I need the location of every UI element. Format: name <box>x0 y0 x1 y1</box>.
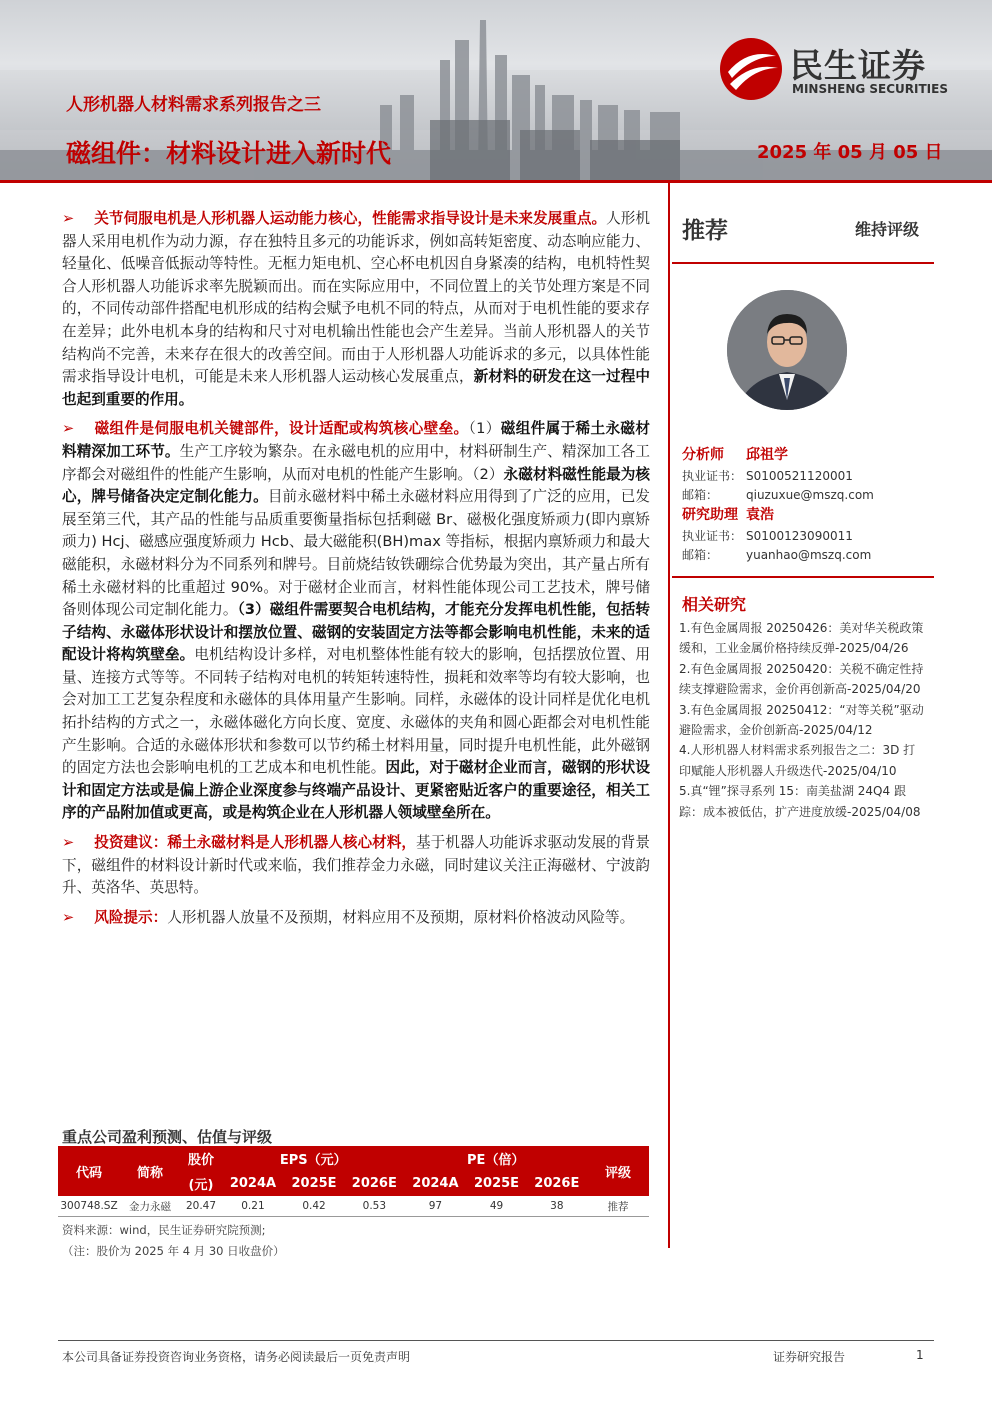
analyst-2-email <box>682 546 871 563</box>
point-bold: 稀土永磁材料是人形机器人核心材料， <box>167 834 417 852</box>
header-rule <box>0 180 992 183</box>
analyst-2-cert <box>682 527 853 544</box>
column-divider <box>668 183 670 1248</box>
summary-point-4 <box>62 907 650 930</box>
cell-price: 20.47 <box>180 1196 222 1217</box>
cell-rating: 推荐 <box>587 1196 649 1217</box>
related-research-list <box>679 618 927 822</box>
analyst-role: 研究助理 <box>682 507 738 523</box>
email-label: 邮箱： <box>682 548 719 562</box>
analyst-name: 袁浩 <box>746 507 774 523</box>
logo-en: MINSHENG SECURITIES <box>792 82 948 96</box>
related-item[interactable]: 1.有色金属周报 20250426：美对华关税政策缓和，工业金属价格持续反弹-2025/04/26 <box>679 621 924 656</box>
arrow-bullet-icon: ➢ <box>62 834 75 852</box>
point-bold: （3）磁组件需要契合电机结构，才能充分发挥电机性能，包括转子结构、永磁体形状设计和摆放位置、磁钢的安装固定方法等都会影响电机性能，未来的适配设计将构筑壁垒。 <box>62 601 650 664</box>
analyst-role: 分析师 <box>682 447 724 463</box>
analyst-1-email <box>682 486 874 503</box>
cell-pe-2025: 49 <box>466 1196 526 1217</box>
company-logo <box>718 34 978 104</box>
email-label: 邮箱： <box>682 488 719 502</box>
col-eps-2026: 2026E <box>344 1171 404 1196</box>
minsheng-logo-icon <box>718 34 788 104</box>
related-item[interactable]: 3.有色金属周报 20250412：“对等关税”驱动避险需求，金价创新高-2025/04/12 <box>679 702 924 738</box>
cell-eps-2024: 0.21 <box>222 1196 284 1217</box>
cert-number: S0100521120001 <box>746 469 853 483</box>
rating-rule <box>672 262 934 264</box>
related-item[interactable]: 4.人形机器人材料需求系列报告之二：3D 打印赋能人形机器人升级迭代-2025/04/10 <box>679 743 916 778</box>
report-series: 人形机器人材料需求系列报告之三 <box>66 95 321 115</box>
related-item[interactable]: 5.真“锂”探寻系列 15：南美盐湖 24Q4 跟踪：成本被低估，扩产进度放缓-2025/04/08 <box>679 784 921 819</box>
cell-pe-2026: 38 <box>527 1196 587 1217</box>
col-eps-2025: 2025E <box>284 1171 344 1196</box>
col-code: 代码 <box>58 1146 120 1196</box>
analyst-1-header <box>682 444 788 464</box>
col-name: 简称 <box>120 1146 180 1196</box>
footer-report-type: 证券研究报告 <box>773 1350 846 1364</box>
point-text: （1） <box>468 420 501 438</box>
report-date: 2025 年 05 月 05 日 <box>757 142 943 163</box>
related-rule <box>672 576 934 578</box>
summary-point-3 <box>62 832 650 900</box>
email-link[interactable]: yuanhao@mszq.com <box>746 548 872 562</box>
point-bold: 磁组件属于稀土永磁材料精深加工环节。 <box>62 420 650 460</box>
rating-value: 维持评级 <box>855 220 920 239</box>
cell-code: 300748.SZ <box>58 1196 120 1217</box>
table-title: 重点公司盈利预测、估值与评级 <box>62 1128 273 1146</box>
cell-pe-2024: 97 <box>404 1196 466 1217</box>
col-pe: PE（倍） <box>404 1146 587 1171</box>
point-heading: 风险提示： <box>94 908 168 926</box>
arrow-bullet-icon: ➢ <box>62 420 75 438</box>
analyst-portrait-image <box>727 290 847 410</box>
col-rating: 评级 <box>587 1146 649 1196</box>
earnings-table <box>58 1146 649 1217</box>
col-price: 股价 <box>180 1146 222 1171</box>
footer-disclaimer[interactable]: 本公司具备证券投资咨询业务资格，请务必阅读最后一页免责声明 <box>62 1350 411 1364</box>
cert-number: S0100123090011 <box>746 529 853 543</box>
analyst-2-header <box>682 504 774 524</box>
col-pe-2026: 2026E <box>527 1171 587 1196</box>
point-text: 基于机器人功能诉求驱动发展的背景下，磁组件的材料设计新时代或来临，我们推荐金力永磁，同时建议关注正海磁材、宁波韵升、英洛华、英思特。 <box>62 834 650 897</box>
cert-label: 执业证书： <box>682 469 743 483</box>
report-title: 磁组件：材料设计进入新时代 <box>66 139 392 168</box>
cert-label: 执业证书： <box>682 529 743 543</box>
page-number: 1 <box>916 1348 924 1362</box>
email-link[interactable]: qiuzuxue@mszq.com <box>746 488 874 502</box>
col-pe-2025: 2025E <box>466 1171 526 1196</box>
point-text: 人形机器人采用电机作为动力源，存在独特且多元的功能诉求，例如高转矩密度、动态响应能力、轻量化、低噪音低振动等特性。无框力矩电机、空心杯电机因自身紧凑的结构，电机特性契合人形机器人功能诉求率先脱颖而出。而在实际应用中，不同位置上的关节处理方案是不同的，不同传动部件搭配电机形成的结构会赋予电机不同的特点，从而对于电机性能的要求存在差异；此外电机本身的结构和尺寸对电机输出性能也会产生差异。当前人形机器人的关节结构尚不完善，未来存在很大的改善空间。而由于人形机器人功能诉求的多元，以具体性能需求指导设计电机，可能是未来人形机器人运动核心发展重点， <box>62 210 650 386</box>
col-eps: EPS（元） <box>222 1146 404 1171</box>
table-source: 资料来源：wind，民生证券研究院预测; <box>62 1223 266 1237</box>
analyst-photo <box>727 290 847 410</box>
arrow-bullet-icon: ➢ <box>62 908 75 926</box>
col-eps-2024: 2024A <box>222 1171 284 1196</box>
related-item[interactable]: 2.有色金属周报 20250420：关税不确定性持续支撑避险需求，金价再创新高-2025/04/20 <box>679 661 924 697</box>
rating-label: 推荐 <box>682 218 728 244</box>
point-heading: 关节伺服电机是人形机器人运动能力核心，性能需求指导设计是未来发展重点。 <box>94 210 607 227</box>
point-text: 电机结构设计多样，对电机整体性能有较大的影响，包括摆放位置、用量、连接方式等等。不同转子结构对电机的转矩转速特性，损耗和效率等均有较大影响，也会对加工工艺复杂程度和永磁体的具体用量产生影响。同样，永磁体的设计同样是优化电机拓扑结构的方式之一，永磁体磁化方向长度、宽度、永磁体的夹角和圆心距都会对电机性能产生影响。合适的永磁体形状和参数可以节约稀土材料用量，同时提升电机性能，此外磁钢的固定方法也会影响电机的工艺成本和电机性能。 <box>62 646 650 777</box>
point-heading: 投资建议： <box>94 834 168 852</box>
logo-cn: 民生证券 <box>790 46 926 85</box>
point-bold: 永磁材料磁性能最为核心，牌号储备决定定制化能力。 <box>62 465 650 506</box>
analyst-1-cert <box>682 467 853 484</box>
point-bold: 因此，对于磁材企业而言，磁钢的形状设计和固定方法或是偏上游企业深度参与终端产品设计、更紧密贴近客户的重要途径，相关工序的产品附加值或更高，或是构筑企业在人形机器人领域壁垒所在。 <box>62 759 650 822</box>
cell-eps-2026: 0.53 <box>344 1196 404 1217</box>
summary-point-1 <box>62 208 650 411</box>
summary-point-2 <box>62 418 650 825</box>
analyst-name: 邱祖学 <box>746 447 788 463</box>
related-research-title: 相关研究 <box>682 595 747 614</box>
point-bold: 新材料的研发在这一过程中也起到重要的作用。 <box>62 368 650 408</box>
cell-name: 金力永磁 <box>120 1196 180 1217</box>
table-row <box>58 1196 649 1217</box>
col-price-unit: (元) <box>180 1171 222 1196</box>
summary-body <box>62 208 650 936</box>
footer-rule <box>58 1340 934 1341</box>
cell-eps-2025: 0.42 <box>284 1196 344 1217</box>
point-text: 人形机器人放量不及预期，材料应用不及预期，原材料价格波动风险等。 <box>167 908 635 926</box>
point-text: 目前永磁材料中稀土永磁材料应用得到了广泛的应用，已发展至第三代，其产品的性能与品质重要衡量指标包括剩磁 Br、磁极化强度矫顽力(即内禀矫顽力) Hcj、磁感应强度矫顽力 Hcb、最大磁能积(BH)max 等指标，根据内禀矫顽力和最大磁能积，永磁材料分为不同系列和牌号。目前烧结钕铁硼综合优势最为突出，其产量占所有稀土永磁材料的比重超过 90%。对于磁材企业而言，材料性能体现公司工艺技术，牌号储备则体现公司定制化能力。 <box>62 488 650 619</box>
table-note: （注：股价为 2025 年 4 月 30 日收盘价） <box>62 1244 285 1258</box>
point-text: 生产工序较为繁杂。在永磁电机的应用中，材料研制生产、精深加工各工序都会对磁组件的性能产生影响，从而对电机的性能产生影响。（2） <box>62 442 650 483</box>
point-heading: 磁组件是伺服电机关键部件，设计适配或构筑核心壁垒。 <box>94 420 469 438</box>
col-pe-2024: 2024A <box>404 1171 466 1196</box>
arrow-bullet-icon: ➢ <box>62 210 75 227</box>
